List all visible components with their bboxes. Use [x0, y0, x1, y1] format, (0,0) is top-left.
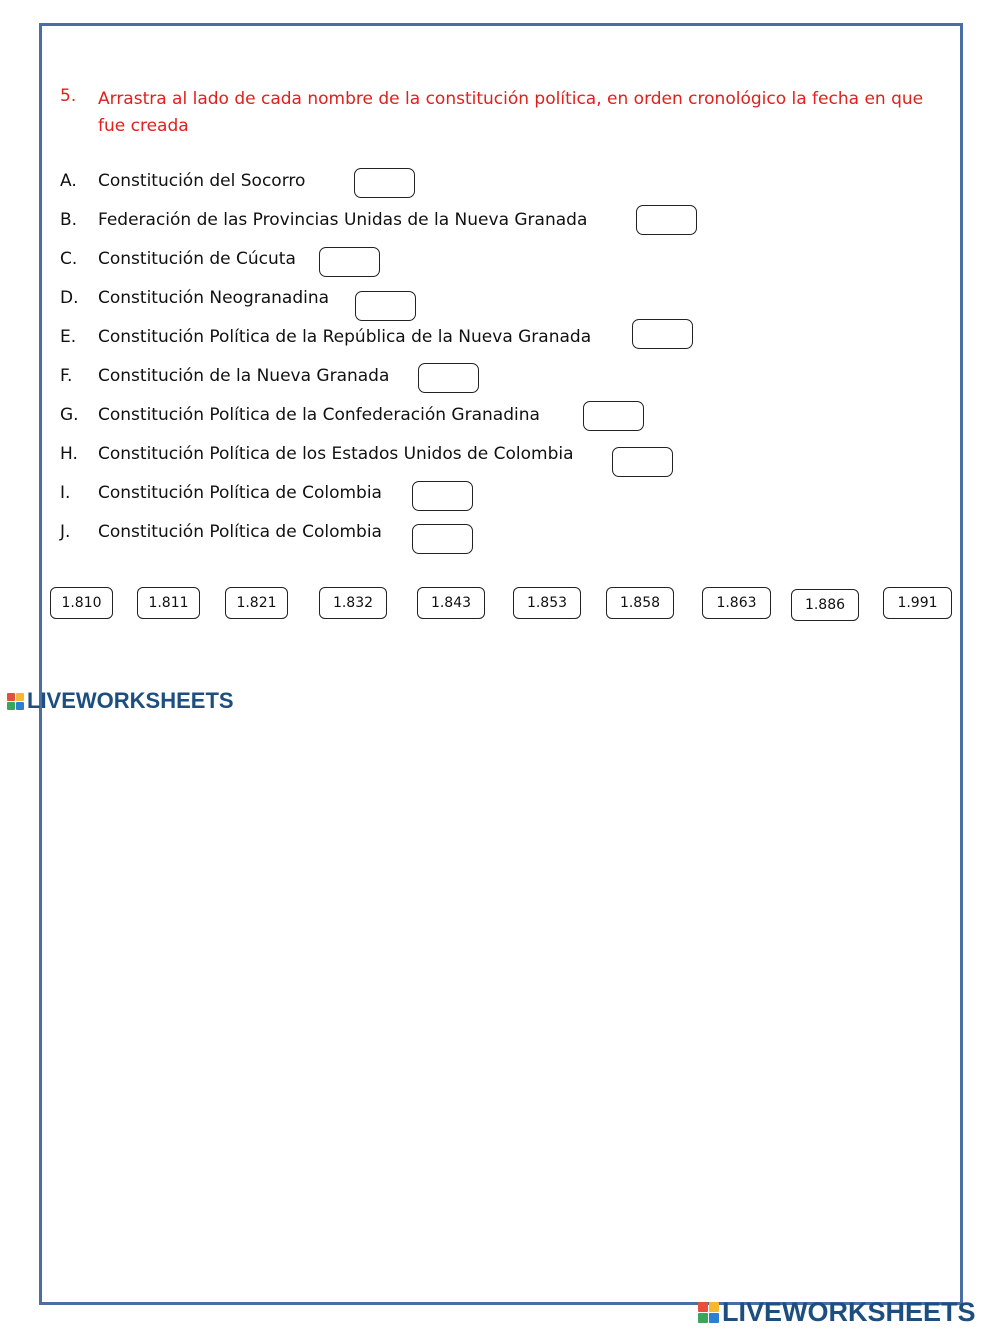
- drop-box-a[interactable]: [354, 168, 415, 198]
- item-letter: H.: [60, 444, 78, 464]
- question-instructions: Arrastra al lado de cada nombre de la constitución política, en orden cronológico la fecha en que fue creada: [98, 89, 924, 136]
- item-letter: F.: [60, 366, 73, 386]
- date-chip-1858[interactable]: 1.858: [606, 587, 674, 619]
- item-letter: J.: [60, 522, 71, 542]
- item-label: Constitución Política de la Confederación Granadina: [98, 405, 540, 425]
- question-number: 5.: [60, 86, 77, 106]
- drop-box-h[interactable]: [612, 447, 673, 477]
- drop-box-e[interactable]: [632, 319, 693, 349]
- item-letter: E.: [60, 327, 77, 347]
- item-letter: I.: [60, 483, 71, 503]
- drop-box-j[interactable]: [412, 524, 473, 554]
- drop-box-i[interactable]: [412, 481, 473, 511]
- date-chip-1863[interactable]: 1.863: [702, 587, 771, 619]
- item-label: Constitución Política de Colombia: [98, 522, 382, 542]
- item-label: Federación de las Provincias Unidas de la Nueva Granada: [98, 210, 588, 230]
- item-letter: B.: [60, 210, 78, 230]
- date-chip-1843[interactable]: 1.843: [417, 587, 485, 619]
- logo-text: LIVEWORKSHEETS: [27, 688, 234, 713]
- item-label: Constitución Política de la República de la Nueva Granada: [98, 327, 592, 347]
- logo-grid-icon: [698, 1302, 719, 1323]
- drop-box-d[interactable]: [355, 291, 416, 321]
- date-chip-1810[interactable]: 1.810: [50, 587, 113, 619]
- date-chip-1853[interactable]: 1.853: [513, 587, 581, 619]
- item-letter: A.: [60, 171, 77, 191]
- liveworksheets-logo: [698, 1297, 976, 1328]
- item-letter: D.: [60, 288, 79, 308]
- logo-text: LIVEWORKSHEETS: [722, 1297, 976, 1327]
- date-chip-1886[interactable]: 1.886: [791, 589, 859, 621]
- item-label: Constitución Política de Colombia: [98, 483, 382, 503]
- item-label: Constitución Política de los Estados Unidos de Colombia: [98, 444, 574, 464]
- item-label: Constitución de la Nueva Granada: [98, 366, 390, 386]
- date-chip-1811[interactable]: 1.811: [137, 587, 200, 619]
- logo-grid-icon: [7, 693, 24, 710]
- drop-box-f[interactable]: [418, 363, 479, 393]
- item-letter: C.: [60, 249, 78, 269]
- item-letter: G.: [60, 405, 79, 425]
- item-label: Constitución Neogranadina: [98, 288, 330, 308]
- date-chip-1991[interactable]: 1.991: [883, 587, 952, 619]
- liveworksheets-logo: [7, 688, 234, 714]
- drop-box-g[interactable]: [583, 401, 644, 431]
- drop-box-b[interactable]: [636, 205, 697, 235]
- date-chip-1821[interactable]: 1.821: [225, 587, 288, 619]
- item-label: Constitución del Socorro: [98, 171, 306, 191]
- item-label: Constitución de Cúcuta: [98, 249, 296, 269]
- drop-box-c[interactable]: [319, 247, 380, 277]
- date-chip-1832[interactable]: 1.832: [319, 587, 387, 619]
